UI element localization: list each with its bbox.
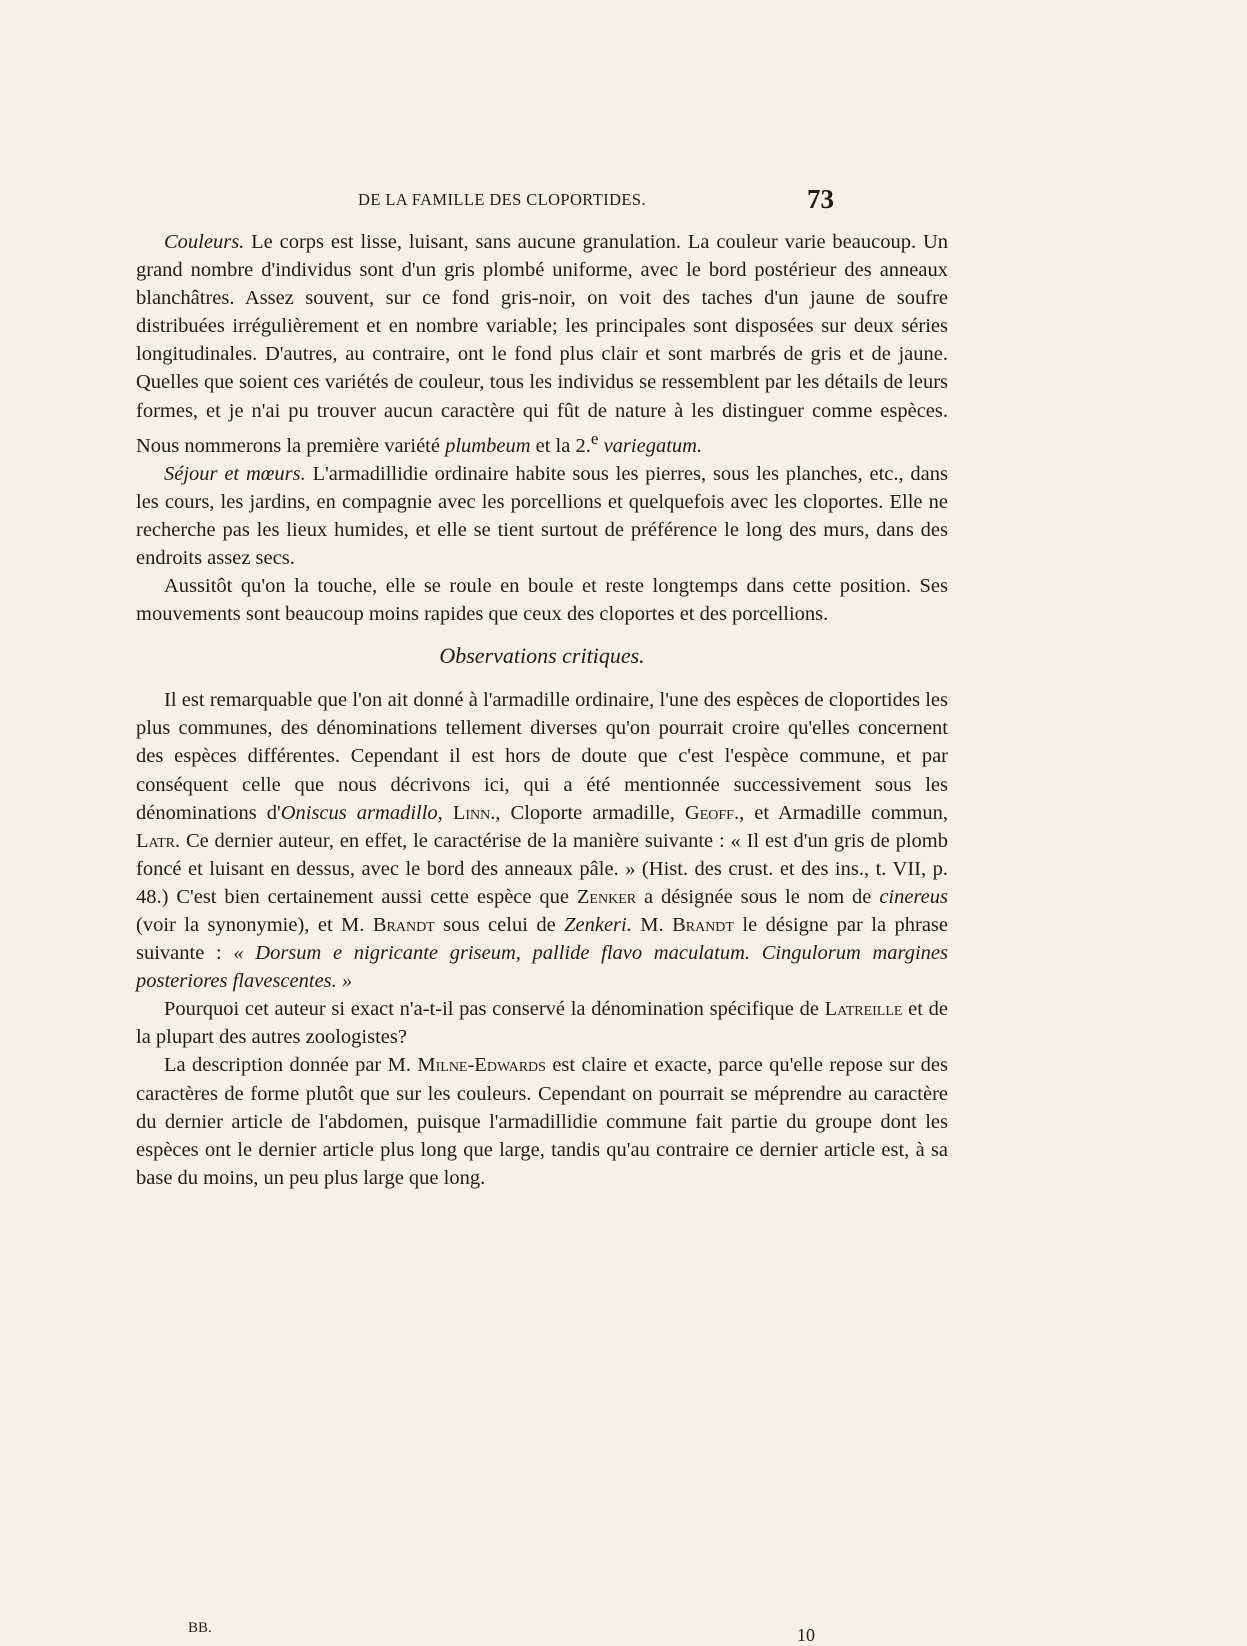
obs1-i: M. xyxy=(631,913,673,936)
obs1-f: a désignée sous le nom de xyxy=(636,885,880,908)
paragraph-sejour xyxy=(136,460,948,572)
signature-mark: BB. xyxy=(188,1620,212,1636)
author-brandt-2: Brandt xyxy=(672,913,734,936)
couleurs-label: Couleurs. xyxy=(164,231,245,253)
variety-plumbeum: plumbeum xyxy=(445,434,531,457)
obs1-b: , xyxy=(437,801,453,824)
couleurs-mid: et la 2. xyxy=(530,434,591,457)
latin-diagnosis: « Dorsum e nigricante griseum, pallide flavo maculatum. Cingulorum margines posteriores flavescentes. » xyxy=(136,942,948,993)
obs1-d: , et Armadille commun, xyxy=(739,801,948,824)
paragraph-couleurs xyxy=(136,228,948,460)
obs1-h: sous celui de xyxy=(434,913,565,936)
taxon-cinereus: cinereus xyxy=(879,885,948,908)
ordinal-superscript: e xyxy=(590,428,599,448)
author-milne-edwards: Milne-Edwards xyxy=(417,1054,546,1077)
taxon-zenkeri: Zenkeri. xyxy=(564,913,632,936)
author-linn: Linn. xyxy=(452,801,496,824)
taxon-oniscus-armadillo: Oniscus armadillo xyxy=(280,801,438,824)
paragraph-aussitot: Aussitôt qu'on la touche, elle se roule en boule et reste longtemps dans cette position. Ses mouvements sont beaucoup moins rapides que ceux des cloportes et des porcellions. xyxy=(136,574,948,626)
obs2-a: Pourquoi cet auteur si exact n'a-t-il pas conservé la dénomination spécifique de xyxy=(164,998,825,1021)
obs1-a: Il est remarquable que l'on ait donné à l'armadille ordinaire, l'une des espèces de cloportides les plus communes, des dénominations tellement diverses qu'on pourrait croire qu'elles concernent des espèces différentes. Cependant il est hors de doute que c'est l'espèce commune, et par conséquent celle que nous décrivons ici, qui a été mentionnée successivement sous les dénominations d' xyxy=(136,689,948,824)
gathering-number: 10 xyxy=(797,1625,815,1645)
paragraph-observations-3 xyxy=(136,1051,948,1191)
obs1-g: (voir la synonymie), et M. xyxy=(136,913,373,936)
sejour-label: Séjour et mœurs. xyxy=(164,462,306,485)
page-body xyxy=(136,228,948,1192)
couleurs-text: Le corps est lisse, luisant, sans aucune granulation. La couleur varie beaucoup. Un grand nombre d'individus sont d'un gris plombé uniforme, avec le bord postérieur des anneaux blanchâtres. Assez souvent, sur ce fond gris-noir, on voit des taches d'un jaune de soufre distribuées irrégulièrement et en nombre variable; les principales sont disposées sur deux séries longitudinales. D'autres, au contraire, ont le fond plus clair et sont marbrés de gris et de jaune. Quelles que soient ces variétés de couleur, tous les individus se ressemblent par les détails de leurs formes, et je n'ai pu trouver aucun caractère qui fût de nature à les distinguer comme espèces. Nous nommerons la première variété xyxy=(136,231,948,457)
author-geoff: Geoff. xyxy=(684,801,740,824)
variety-variegatum: variegatum. xyxy=(598,434,703,457)
author-latr: Latr. xyxy=(136,829,181,852)
obs1-c: , Cloporte armadille, xyxy=(495,801,685,824)
obs1-e: Ce dernier auteur, en effet, le caractérise de la manière suivante : « Il est d'un gris de plomb foncé et luisant en dessus, avec le bord des anneaux pâle. » (Hist. des crust. et des ins., t. VII, p. 48.) C'est bien certainement aussi cette espèce que xyxy=(136,829,948,908)
sejour-text: L'armadillidie ordinaire habite sous les pierres, sous les planches, etc., dans les cours, les jardins, en compagnie avec les porcellions et quelquefois avec les cloportes. Elle ne recherche pas les lieux humides, et elle se tient surtout de préférence le long des murs, dans des endroits assez secs. xyxy=(136,462,949,569)
obs2-b: et de la plupart des autres zoologistes? xyxy=(136,998,948,1049)
paragraph-observations-1 xyxy=(136,686,948,995)
section-heading: Observations critiques. xyxy=(439,643,645,669)
author-brandt-1: Brandt xyxy=(372,913,435,936)
paragraph-observations-2 xyxy=(136,995,948,1051)
author-latreille: Latreille xyxy=(824,998,903,1021)
obs1-j: le désigne par la phrase suivante : xyxy=(136,913,949,965)
obs3-b: est claire et exacte, parce qu'elle repose sur des caractères de forme plutôt que sur les couleurs. Cependant on pourrait se méprendre au caractère du dernier article de l'abdomen, puisque l'armadillidie commune fait partie du groupe dont les espèces ont le dernier article plus long que large, tandis qu'au contraire ce dernier article est, à sa base du moins, un peu plus large que long. xyxy=(136,1054,949,1189)
page-number: 73 xyxy=(807,184,834,214)
author-zenker: Zenker xyxy=(576,885,637,908)
running-title: DE LA FAMILLE DES CLOPORTIDES. xyxy=(358,190,646,209)
obs3-a: La description donnée par M. xyxy=(164,1054,418,1077)
